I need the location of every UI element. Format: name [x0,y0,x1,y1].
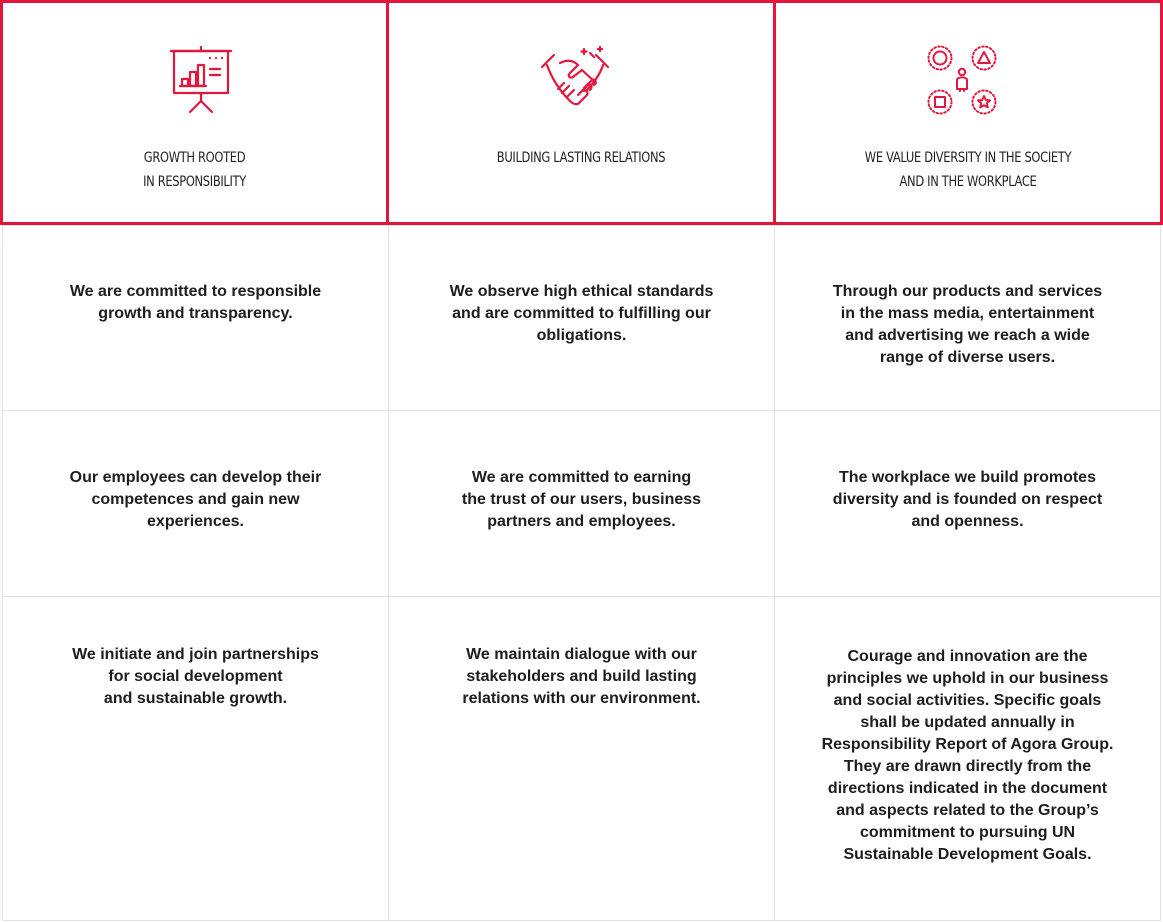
value-text: We initiate and join partnerships for social development and sustainable growth. [72,646,319,707]
header-cell-growth [0,0,389,225]
value-cell [774,225,1161,411]
header-title-line2: AND IN THE WORKPLACE [899,174,1037,190]
value-text: Courage and innovation are the principles we uphold in our business and social activities. Specific goals shall be updated annually in Responsibility Report of Agora Group. They are drawn directly from the directions indicated in the document and aspects related to the Group’s commitment to pursuing UN Sustainable Development Goals. [821,648,1114,863]
presentation-chart-icon [166,45,236,115]
handshake-icon [540,45,610,115]
value-cell [388,225,775,411]
header-title-diversity [811,146,1126,194]
header-title-line1: GROWTH ROOTED [143,150,246,166]
value-text: We maintain dialogue with our stakeholders and build lasting relations with our environment. [462,646,701,707]
value-cell [774,596,1161,921]
value-cell [774,410,1161,597]
value-cell [2,596,389,921]
value-cell [2,225,389,411]
value-text: Our employees can develop their competences and gain new experiences. [69,469,322,530]
header-title-line2: IN RESPONSIBILITY [143,174,246,190]
value-text: Through our products and services in the mass media, entertainment and advertising we reach a wide range of diverse users. [832,283,1103,366]
value-cell [388,596,775,921]
diversity-shapes-icon [927,45,997,115]
value-cell [2,410,389,597]
header-title-line1: BUILDING LASTING RELATIONS [496,150,666,166]
value-text: We are committed to earning the trust of our users, business partners and employees. [461,469,702,530]
header-cell-relations [386,0,776,225]
value-text: We observe high ethical standards and are committed to fulfilling our obligations. [449,283,714,344]
value-text: We are committed to responsible growth and transparency. [69,283,322,322]
header-title-line1: WE VALUE DIVERSITY IN THE SOCIETY [864,150,1072,166]
value-text: The workplace we build promotes diversity and is founded on respect and openness. [832,469,1103,530]
header-cell-diversity [773,0,1163,225]
header-title-growth [37,146,351,194]
value-cell [388,410,775,597]
header-title-relations [424,146,739,170]
